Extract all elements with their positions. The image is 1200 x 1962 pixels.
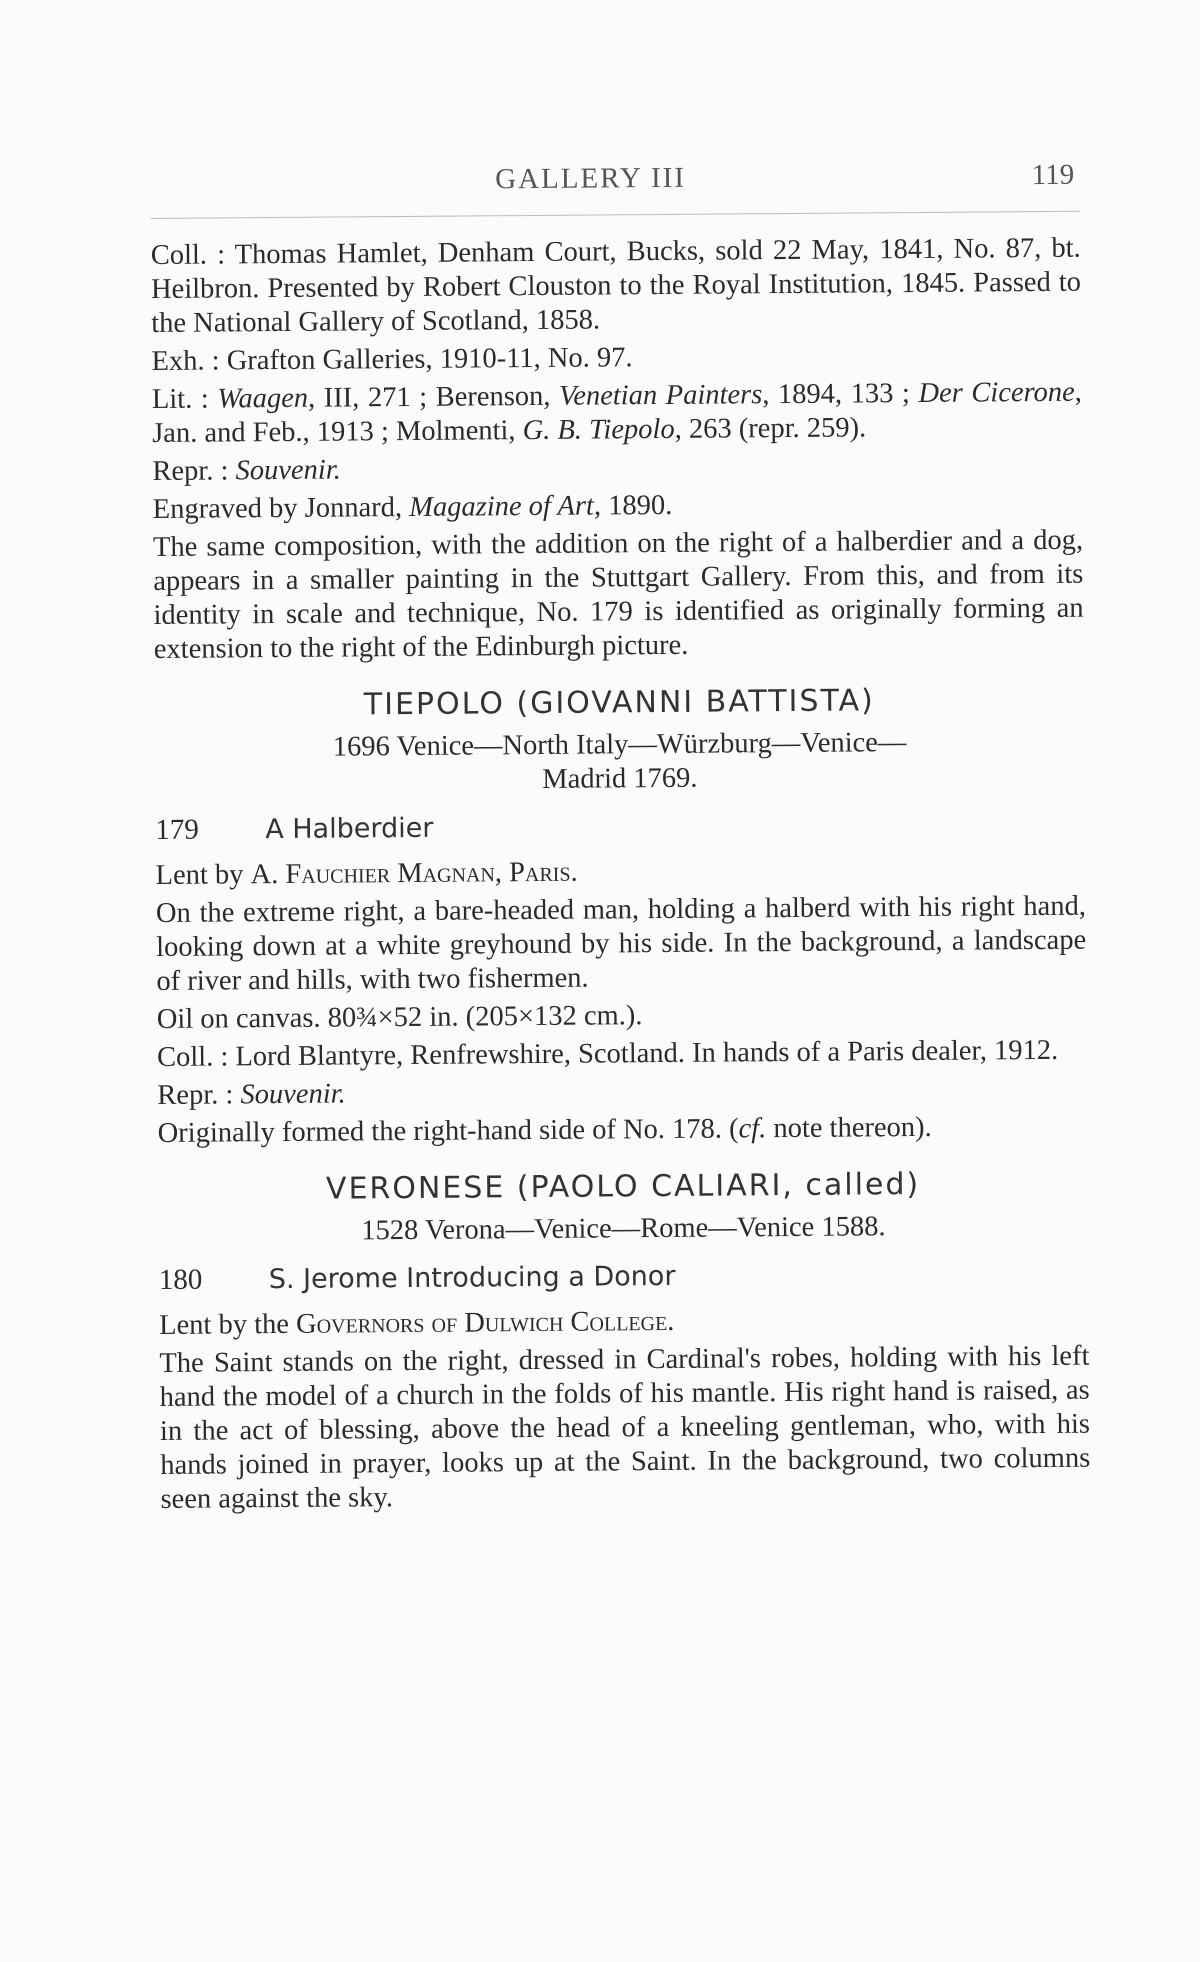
description-paragraph: On the extreme right, a bare-headed man, holding a halberd with his right hand, looking down at a white greyhound by his side. In the background, a landscape of river and hills, with two fishermen. [155, 890, 1087, 997]
dates-line-2: Madrid 1769. [542, 762, 698, 795]
artist-heading-tiepolo: TIEPOLO (GIOVANNI BATTISTA) [363, 683, 875, 723]
entry-180 [159, 1257, 1091, 1517]
lit-der-cicerone: Der Cicerone [918, 376, 1075, 409]
lender-paragraph [159, 1302, 1089, 1343]
engraved-magazine: Magazine of Art [409, 490, 595, 523]
lit-venetian-painters: Venetian Painters [558, 379, 763, 412]
literature-paragraph [152, 376, 1083, 451]
exh-text: Grafton Galleries, 1910-11, No. 97. [226, 342, 633, 377]
entry-179-heading [155, 807, 1085, 847]
entry-180-heading [159, 1257, 1089, 1297]
book-page [150, 153, 1091, 1521]
coll-text: Lord Blantyre, Renfrewshire, Scotland. In hands of a Paris dealer, 1912. [235, 1034, 1059, 1073]
lender-paragraph [155, 852, 1085, 893]
dates-line-1: 1696 Venice—North Italy—Würzburg—Venice— [332, 727, 907, 763]
exhibition-paragraph [151, 338, 1081, 379]
entry-title: S. Jerome Introducing a Donor [268, 1260, 676, 1296]
entry-title: A Halberdier [265, 812, 434, 846]
lent-prefix: Lent by the [159, 1308, 297, 1341]
reproduction-paragraph [157, 1072, 1087, 1113]
reproduction-paragraph [152, 448, 1082, 489]
note-paragraph [158, 1110, 1088, 1151]
running-title: GALLERY III [495, 161, 687, 196]
repr-text: Souvenir. [235, 454, 341, 487]
exh-label: Exh. : [151, 345, 227, 377]
lender-name: A. Fauchier Magnan, Paris. [250, 856, 578, 891]
coll-label: Coll. : [150, 239, 235, 271]
lit-text-1: , III, 271 ; Berenson, [307, 380, 560, 414]
lit-label: Lit. : [151, 383, 218, 415]
entry-number: 179 [155, 813, 199, 846]
engraved-paragraph [153, 486, 1083, 527]
repr-text: Souvenir. [240, 1078, 346, 1111]
lent-prefix: Lent by [155, 859, 251, 891]
entry-179 [155, 807, 1088, 1151]
repr-label: Repr. : [152, 455, 236, 487]
collection-paragraph [157, 1034, 1087, 1075]
note-text-2: note thereon). [766, 1111, 932, 1145]
note-paragraph: The same composition, with the addition on the right of a halberdier and a dog, appears in a smaller painting in the Stuttgart Gallery. From this, and from its identity in scale and technique, No. 179 is identified as originally forming an extension to the right of the Edinburgh picture. [152, 524, 1084, 665]
collection-paragraph [151, 232, 1082, 341]
engraved-year: , 1890. [593, 489, 673, 522]
engraved-text: Engraved by Jonnard, [152, 491, 410, 525]
medium-paragraph: Oil on canvas. 80¾×52 in. (205×132 cm.). [156, 1000, 643, 1035]
note-cf: cf. [738, 1113, 767, 1145]
lit-waagen: Waagen [217, 382, 309, 415]
description-paragraph: The Saint stands on the right, dressed in Cardinal's robes, holding with his left hand the model of a church in the folds of his mantle. His right hand is raised, as in the act of blessing, above the head of a kneeling gentleman, who, with his hands joined in prayer, looks up at the Saint. In the background, two columns seen against the sky. [159, 1340, 1091, 1515]
lit-text-2: , 1894, 133 ; [762, 377, 919, 411]
lit-text-4: , 263 (repr. 259). [674, 412, 867, 445]
artist-dates-veronese: 1528 Verona—Venice—Rome—Venice 1588. [361, 1211, 886, 1247]
header-rule [150, 211, 1080, 219]
repr-label: Repr. : [157, 1079, 241, 1111]
lit-gb-tiepolo: G. B. Tiepolo [522, 413, 675, 447]
page-header [150, 153, 1080, 210]
page-number: 119 [1031, 158, 1075, 192]
artist-dates-tiepolo [154, 725, 1085, 800]
coll-text: Thomas Hamlet, Denham Court, Bucks, sold 22 May, 1841, No. 87, bt. Heilbron. Presented by Robert Clouston to the Royal Institution, 1845. Passed to the National Gallery of Scotland, 1858. [150, 232, 1082, 339]
lender-name: Governors of Dulwich College. [295, 1305, 675, 1340]
coll-label: Coll. : [156, 1041, 236, 1073]
entry-number: 180 [158, 1263, 203, 1296]
lit-text-3: , Jan. and Feb., 1913 ; Molmenti, [152, 376, 1082, 449]
note-text-1: Originally formed the right-hand side of No. 178. ( [157, 1113, 739, 1149]
artist-heading-veronese: VERONESE (PAOLO CALIARI, called) [325, 1166, 921, 1207]
entry-178-continuation [151, 232, 1084, 667]
